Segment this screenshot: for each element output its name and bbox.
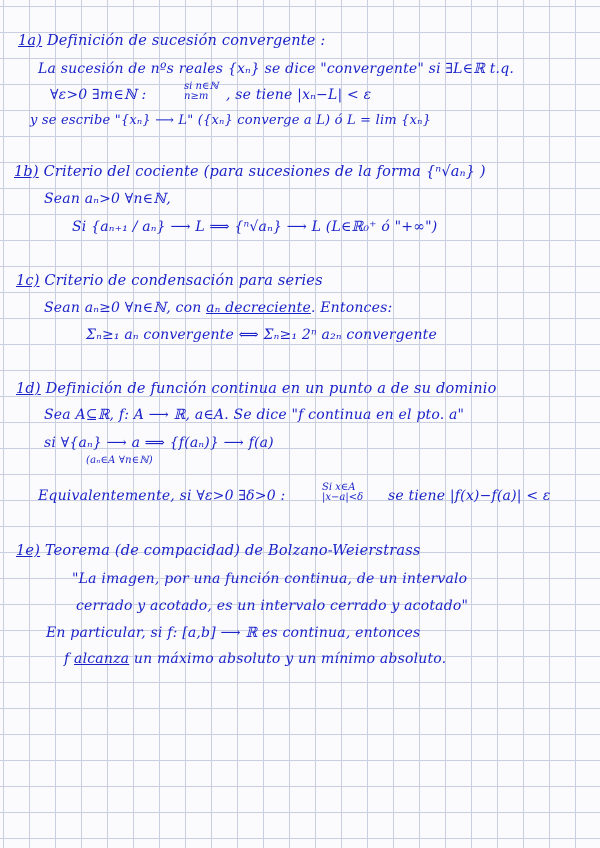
condensation-hypothesis: [44, 299, 392, 317]
section-1d-label: 1d): [16, 381, 41, 397]
section-1e-title: Teorema (de compacidad) de Bolzano-Weierstrass: [44, 543, 421, 559]
delta-condition: [322, 483, 363, 503]
section-1c-heading: [16, 272, 323, 290]
section-1b-heading: [14, 163, 486, 181]
sequential-continuity: si ∀{aₙ} ⟶ a ⟹ {f(aₙ)} ⟶ f(a): [44, 435, 274, 451]
section-1d-heading: [16, 380, 497, 398]
ratio-test-statement: Si {aₙ₊₁ / aₙ} ⟶ L ⟹ {ⁿ√aₙ} ⟶ L (L∈ℝ₀⁺ ó "+∞"): [72, 219, 438, 235]
index-condition-top: si n∈ℕ: [184, 81, 219, 92]
section-1a-label: 1a): [18, 33, 43, 49]
section-1c-title: Criterio de condensación para series: [44, 273, 323, 289]
condensation-hypothesis-start: Sean aₙ≥0 ∀n∈ℕ, con: [44, 300, 202, 316]
condensation-statement: Σₙ≥₁ aₙ convergente ⟺ Σₙ≥₁ 2ⁿ a₂ₙ convergente: [86, 327, 437, 343]
section-1a-title: Definición de sucesión convergente :: [46, 33, 326, 49]
delta-condition-top: Si x∈A: [322, 482, 356, 493]
function-symbol: f: [64, 651, 70, 667]
epsilon-condition-end: , se tiene |xₙ−L| < ε: [226, 87, 372, 103]
extrema-text: un máximo absoluto y un mínimo absoluto.: [133, 651, 447, 667]
index-condition: [184, 82, 219, 102]
theorem-particular-case: En particular, si f: [a,b] ⟶ ℝ es continua, entonces: [46, 625, 421, 641]
sequence-domain-note: (aₙ∈A ∀n∈ℕ): [86, 455, 153, 466]
attains-word: alcanza: [74, 651, 130, 667]
section-1c-label: 1c): [16, 273, 40, 289]
section-1e-label: 1e): [16, 543, 41, 559]
theorem-quote-line1: "La imagen, por una función continua, de un intervalo: [72, 571, 468, 587]
theorem-quote-line2: cerrado y acotado, es un intervalo cerrado y acotado": [76, 598, 469, 614]
section-1d-title: Definición de función continua en un punto a de su dominio: [45, 381, 497, 397]
section-1b-label: 1b): [14, 164, 39, 180]
epsilon-delta-start: Equivalentemente, si ∀ε>0 ∃δ>0 :: [38, 488, 286, 504]
continuity-setup: Sea A⊆ℝ, f: A ⟶ ℝ, a∈A. Se dice "f continua en el pto. a": [44, 407, 465, 423]
section-1e-heading: [16, 542, 421, 560]
convergent-sequence-definition: La sucesión de nºs reales {xₙ} se dice "convergente" si ∃L∈ℝ t.q.: [38, 61, 515, 77]
index-condition-bottom: n≥m: [184, 91, 209, 102]
condensation-hypothesis-end: . Entonces:: [310, 300, 393, 316]
limit-notation: y se escribe "{xₙ} ⟶ L" ({xₙ} converge a L) ó L = lim {xₙ}: [30, 113, 432, 128]
section-1b-title: Criterio del cociente (para sucesiones de la forma {ⁿ√aₙ} ): [43, 164, 486, 180]
ratio-test-hypothesis: Sean aₙ>0 ∀n∈ℕ,: [44, 191, 171, 207]
delta-condition-bottom: |x−a|<δ: [322, 492, 364, 503]
decreasing-condition: aₙ decreciente: [206, 300, 311, 316]
section-1a-heading: [18, 32, 325, 50]
theorem-conclusion: [64, 650, 446, 668]
epsilon-delta-end: se tiene |f(x)−f(a)| < ε: [388, 488, 551, 504]
epsilon-condition-start: ∀ε>0 ∃m∈ℕ :: [50, 87, 147, 103]
